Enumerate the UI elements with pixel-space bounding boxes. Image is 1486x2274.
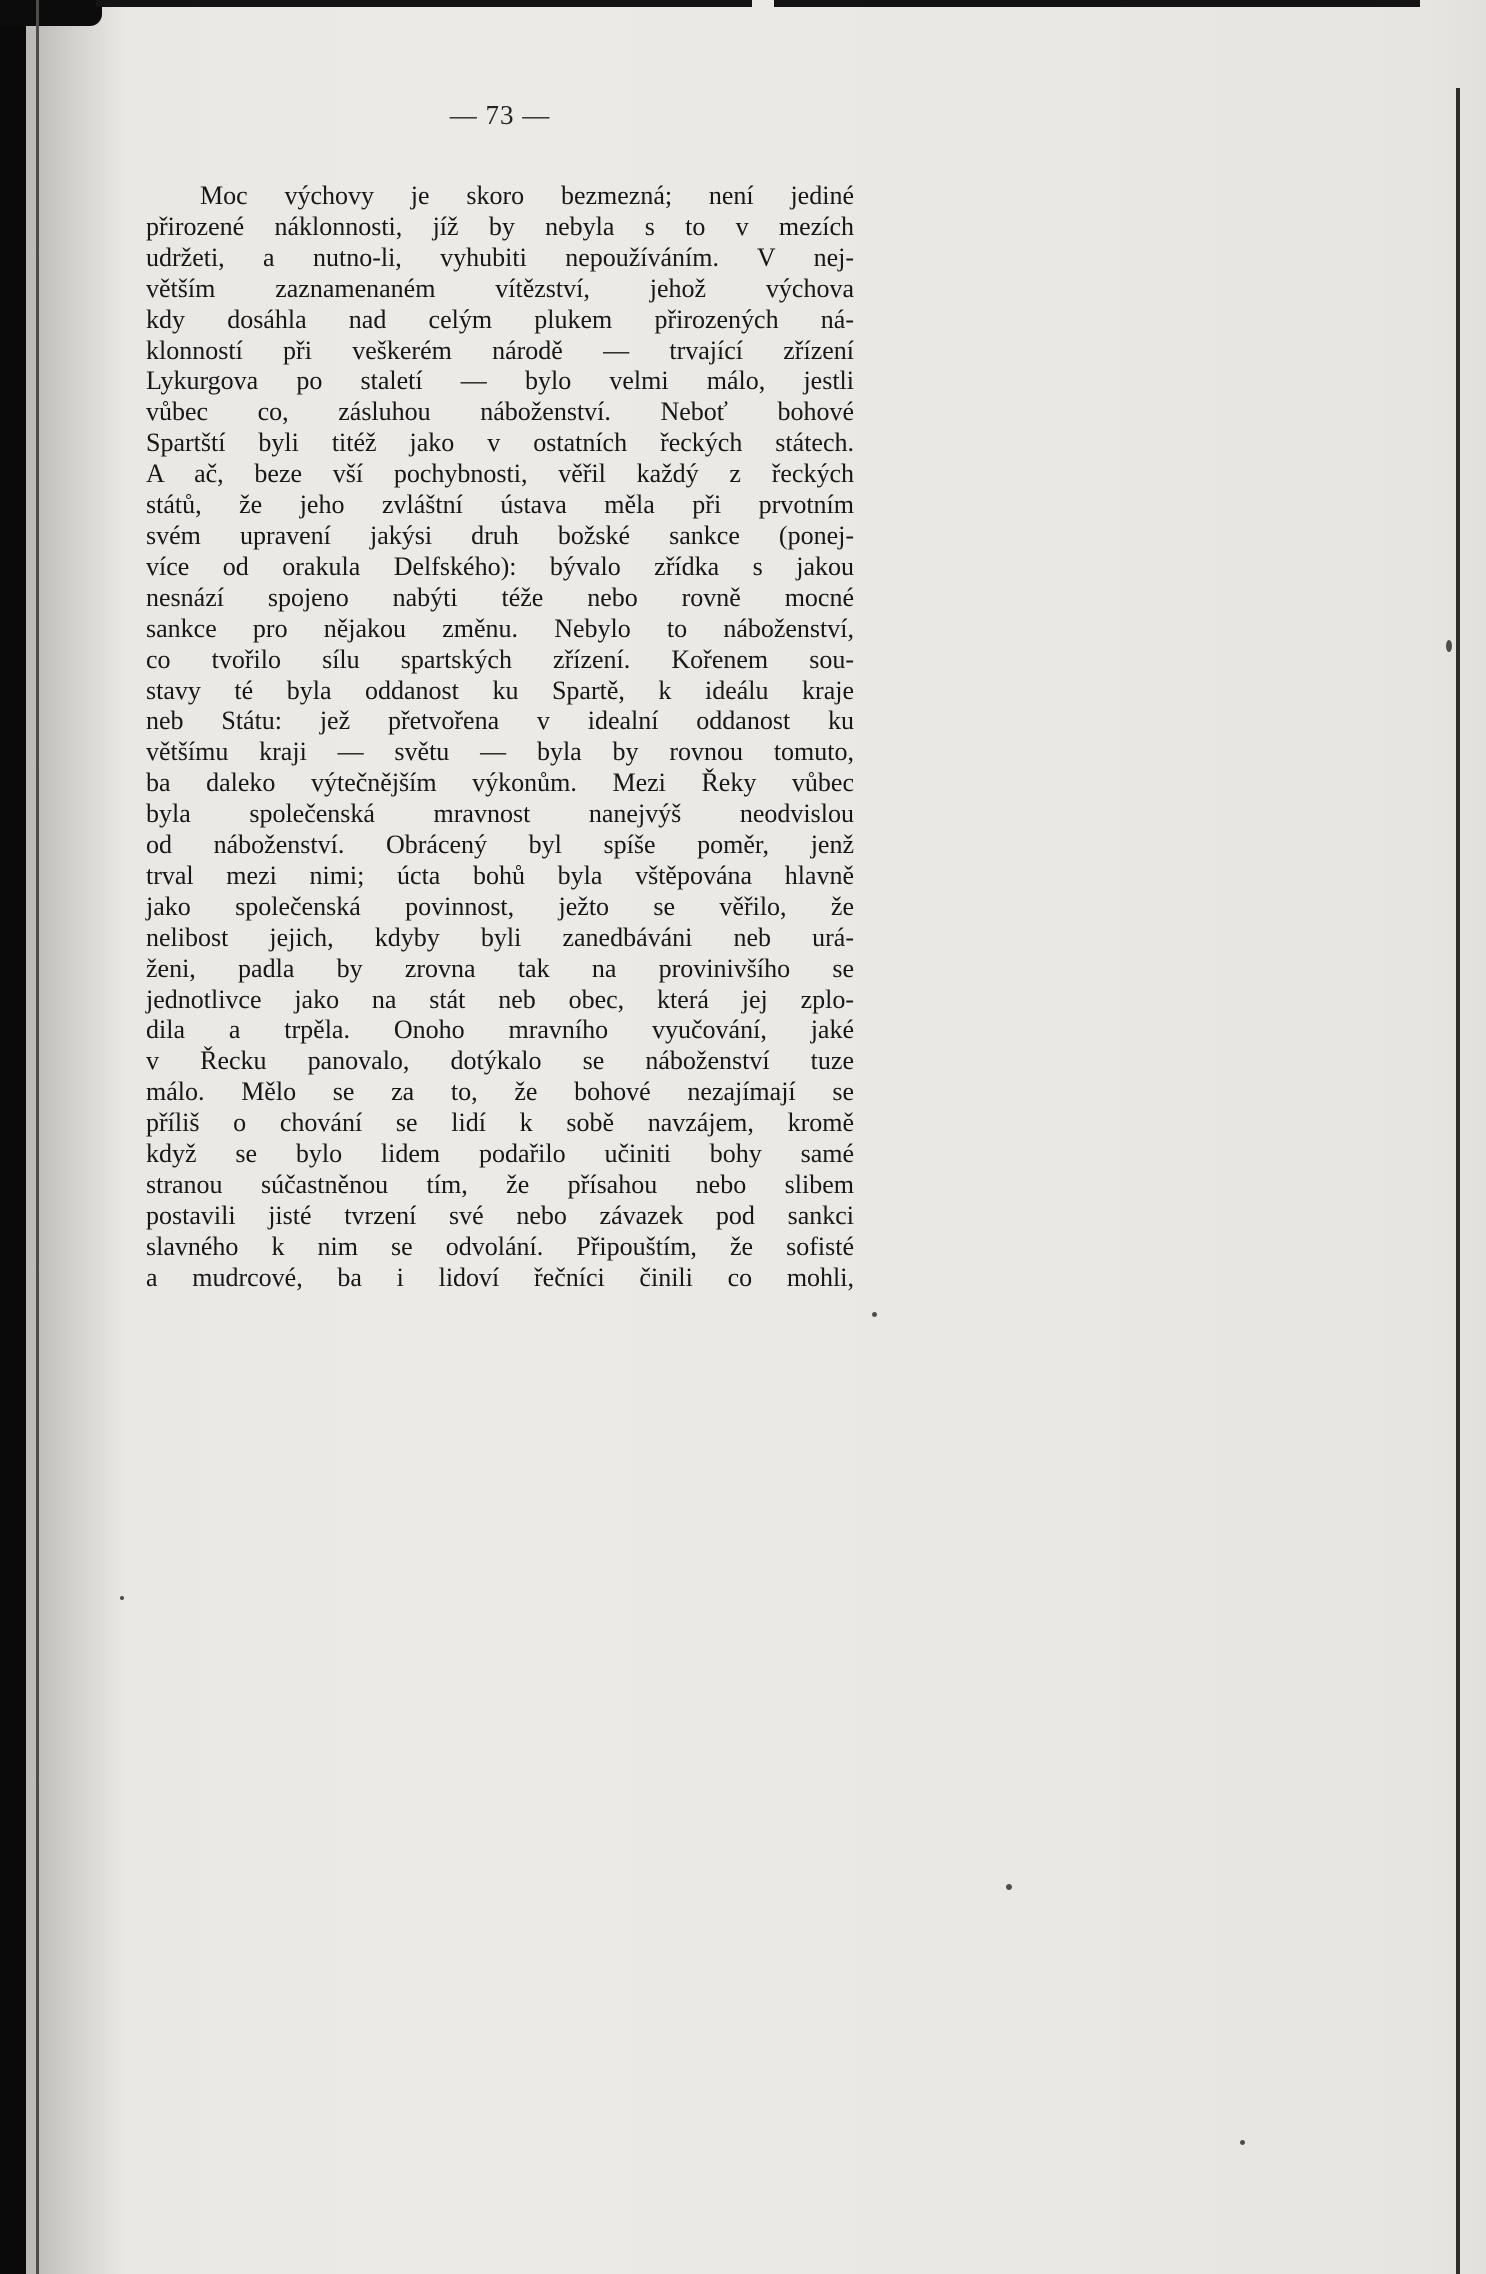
- text-line: jako společenská povinnost, ježto se věřilo, že: [146, 891, 854, 921]
- book-binding-shadow: [0, 0, 26, 2274]
- text-line: větším zaznamenaném vítězství, jehož výchova: [146, 273, 854, 303]
- binding-fade-shadow: [26, 0, 126, 2274]
- scan-edge-top-left-segment: [96, 0, 752, 7]
- text-line: Lykurgova po staletí — bylo velmi málo, jestli: [146, 366, 854, 396]
- text-line: v Řecku panovalo, dotýkalo se náboženství tuze: [146, 1046, 854, 1076]
- body-text-paragraph: [146, 181, 854, 1294]
- text-line: příliš o chování se lidí k sobě navzájem, kromě: [146, 1108, 854, 1138]
- text-line: vůbec co, zásluhou náboženství. Neboť bohové: [146, 397, 854, 427]
- text-line: více od orakula Delfského): bývalo zřídka s jakou: [146, 551, 854, 581]
- scan-speck: [120, 1596, 124, 1600]
- text-line: nelibost jejich, kdyby byli zanedbáváni neb urá-: [146, 922, 854, 952]
- scan-speck: [872, 1312, 877, 1317]
- text-line: států, že jeho zvláštní ústava měla při prvotním: [146, 490, 854, 520]
- scan-speck: [1240, 2140, 1245, 2145]
- text-line: dila a trpěla. Onoho mravního vyučování, jaké: [146, 1015, 854, 1045]
- text-line: klonností při veškerém národě — trvající zřízení: [146, 335, 854, 365]
- text-line: neb Státu: jež přetvořena v idealní oddanost ku: [146, 706, 854, 736]
- scan-speck: [1446, 640, 1452, 652]
- text-line: Moc výchovy je skoro bezmezná; není jediné: [200, 181, 854, 210]
- text-line: byla společenská mravnost nanejvýš neodvislou: [146, 799, 854, 829]
- text-line: přirozené náklonnosti, jíž by nebyla s to v mezích: [146, 211, 854, 241]
- text-line: slavného k nim se odvolání. Připouštím, že sofisté: [146, 1231, 854, 1261]
- scan-speck: [1006, 1884, 1012, 1890]
- text-line: kdy dosáhla nad celým plukem přirozených ná-: [146, 304, 854, 334]
- text-line: od náboženství. Obrácený byl spíše poměr, jenž: [146, 830, 854, 860]
- text-line: ženi, padla by zrovna tak na provinivšího se: [146, 953, 854, 983]
- page-number: — 73 —: [449, 100, 551, 130]
- text-line: sankce pro nějakou změnu. Nebylo to náboženství,: [146, 613, 854, 643]
- text-line: málo. Mělo se za to, že bohové nezajímají se: [146, 1077, 854, 1107]
- text-line: a mudrcové, ba i lidoví řečníci činili co mohli,: [146, 1262, 854, 1292]
- text-line: nesnází spojeno nabýti téže nebo rovně mocné: [146, 582, 854, 612]
- text-line: jednotlivce jako na stát neb obec, která jej zplo-: [146, 984, 854, 1014]
- text-line: svém upravení jakýsi druh božské sankce (ponej-: [146, 520, 854, 550]
- text-line: ba daleko výtečnějším výkonům. Mezi Řeky vůbec: [146, 768, 854, 798]
- text-line: A ač, beze vší pochybnosti, věřil každý z řeckých: [146, 459, 854, 489]
- text-line: Spartští byli titéž jako v ostatních řeckých státech.: [146, 428, 854, 458]
- text-line: stavy té byla oddanost ku Spartě, k ideálu kraje: [146, 675, 854, 705]
- page-border-right-rule: [1456, 88, 1460, 2274]
- text-line: když se bylo lidem podařilo učiniti bohy samé: [146, 1139, 854, 1169]
- scan-artifact-top-left: [0, 0, 102, 26]
- text-line: postavili jisté tvrzení své nebo závazek pod sankci: [146, 1200, 854, 1230]
- text-line: stranou súčastněnou tím, že přísahou nebo slibem: [146, 1170, 854, 1199]
- scan-edge-top-right-segment: [774, 0, 1420, 7]
- text-line: většímu kraji — světu — byla by rovnou tomuto,: [146, 737, 854, 767]
- page-content: [146, 100, 854, 1294]
- text-line: trval mezi nimi; úcta bohů byla vštěpována hlavně: [146, 860, 854, 890]
- text-line: udržeti, a nutno-li, vyhubiti nepoužíváním. V nej-: [146, 242, 854, 272]
- text-line: co tvořilo sílu spartských zřízení. Kořenem sou-: [146, 644, 854, 674]
- page-border-left-rule: [36, 0, 39, 2274]
